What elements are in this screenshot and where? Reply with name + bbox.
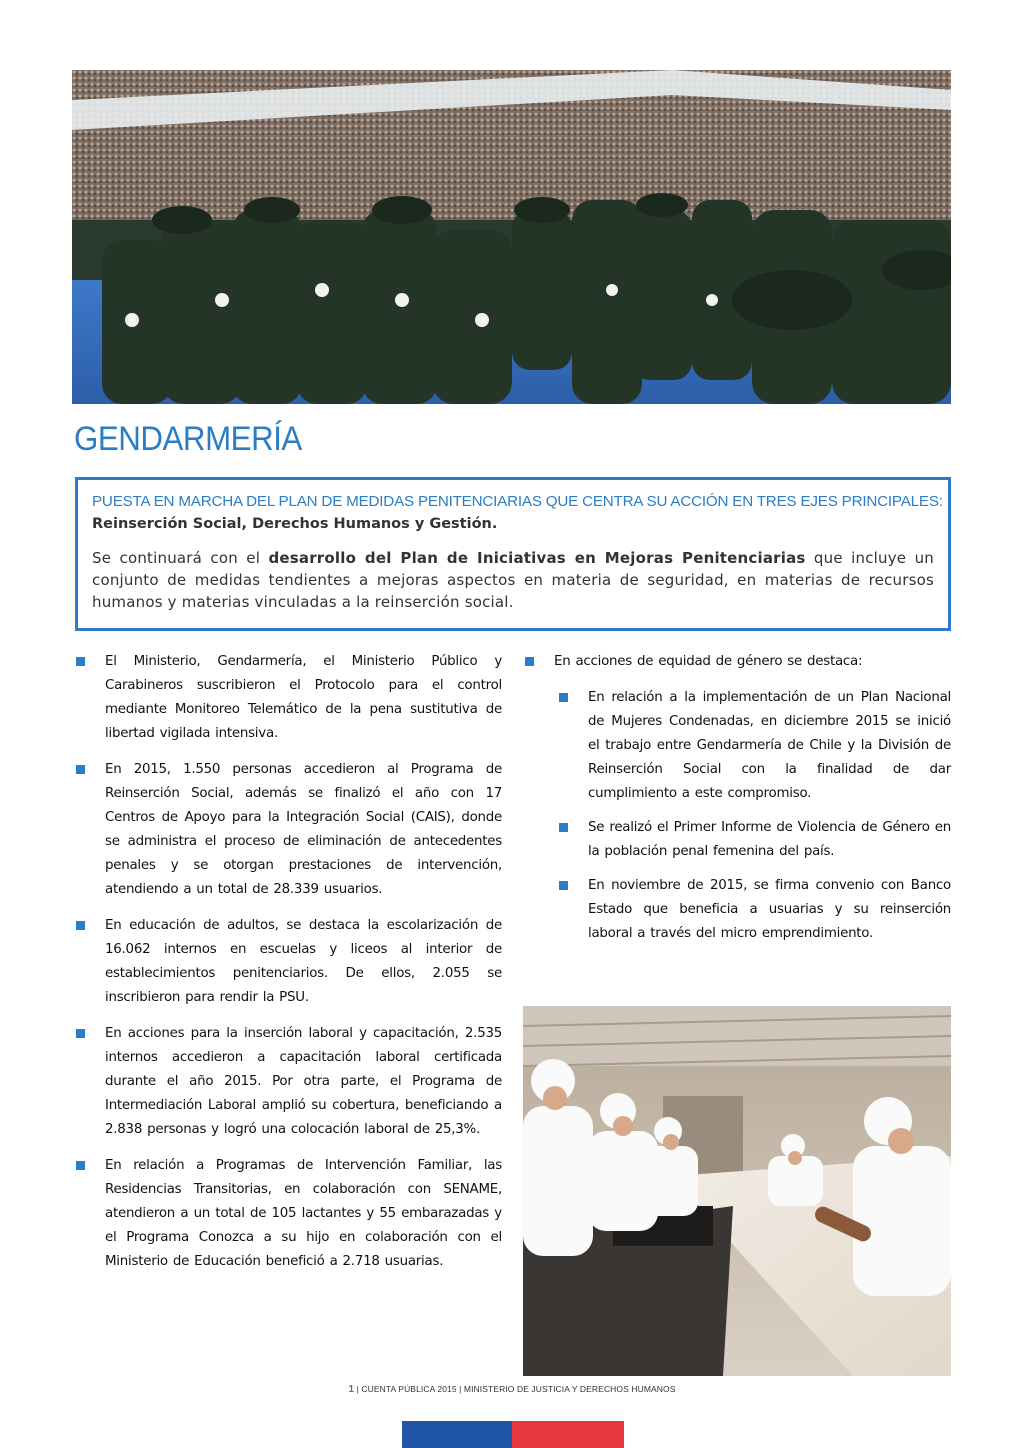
bakery-workers-photo-icon bbox=[523, 1006, 951, 1376]
bullet-square-icon bbox=[559, 823, 568, 832]
page-number: 1 bbox=[348, 1384, 355, 1395]
bullet-text: En acciones de equidad de género se destaca: bbox=[554, 654, 863, 669]
bullet-text: El Ministerio, Gendarmería, el Ministerio Público y Carabineros suscribieron el Protocolo para el control mediante Monitoreo Telemático de la pena sustitutiva de libertad vigilada intensiva. bbox=[105, 654, 502, 741]
parade-photo-icon bbox=[72, 70, 951, 404]
list-item bbox=[74, 1022, 502, 1142]
page-title: GENDARMERÍA bbox=[74, 420, 302, 458]
highlight-subheading: Reinserción Social, Derechos Humanos y Gestión. bbox=[92, 516, 498, 532]
bullet-square-icon bbox=[76, 921, 85, 930]
bullet-square-icon bbox=[559, 693, 568, 702]
list-item bbox=[523, 650, 951, 674]
footer-text: | CUENTA PÚBLICA 2015 | MINISTERIO DE JUSTICIA Y DERECHOS HUMANOS bbox=[356, 1384, 676, 1394]
list-item bbox=[74, 650, 502, 746]
bullet-text: En relación a Programas de Intervención Familiar, las Residencias Transitorias, en colaboración con SENAME, atendieron a un total de 105 lactantes y 55 embarazadas y el Programa Conozca a su hijo en colaboración con el Ministerio de Educación benefició a 2.718 usuarias. bbox=[105, 1158, 502, 1269]
highlight-body bbox=[92, 547, 934, 613]
page-footer bbox=[0, 1384, 1024, 1395]
highlight-box bbox=[75, 477, 951, 631]
list-item bbox=[74, 758, 502, 902]
bullet-square-icon bbox=[76, 1161, 85, 1170]
sub-bullet-text: En noviembre de 2015, se firma convenio con Banco Estado que beneficia a usuarias y su reinserción laboral a través del micro emprendimiento. bbox=[588, 878, 951, 941]
list-item bbox=[74, 914, 502, 1010]
highlight-heading: PUESTA EN MARCHA DEL PLAN DE MEDIDAS PENITENCIARIAS QUE CENTRA SU ACCIÓN EN TRES EJES PRINCIPALES: bbox=[92, 493, 943, 510]
sub-bullet-text: Se realizó el Primer Informe de Violencia de Género en la población penal femenina del país. bbox=[588, 820, 951, 859]
left-column bbox=[74, 650, 502, 1286]
bullet-text: En acciones para la inserción laboral y capacitación, 2.535 internos accedieron a capacitación laboral certificada durante el año 2015. Por otra parte, el Programa de Intermediación Laboral amplió su cobertura, beneficiando a 2.838 personas y logró una colocación laboral de 25,3%. bbox=[105, 1026, 502, 1137]
highlight-body-bold: desarrollo del Plan de Iniciativas en Mejoras Penitenciarias bbox=[268, 549, 806, 567]
bullet-text: En 2015, 1.550 personas accedieron al Programa de Reinserción Social, además se finalizó el año con 17 Centros de Apoyo para la Integración Social (CAIS), donde se administra el proceso de eliminación de antecedentes penales y se otorgan prestaciones de intervención, atendiendo a un total de 28.339 usuarios. bbox=[105, 762, 502, 897]
bullet-square-icon bbox=[76, 1029, 85, 1038]
highlight-body-pre: Se continuará con el bbox=[92, 549, 269, 567]
sub-list-item bbox=[557, 686, 951, 806]
right-column bbox=[523, 650, 951, 956]
sub-list-item bbox=[557, 816, 951, 864]
list-item bbox=[74, 1154, 502, 1274]
bullet-text: En educación de adultos, se destaca la escolarización de 16.062 internos en escuelas y liceos al interior de establecimientos penitenciarios. De ellos, 2.055 se inscribieron para rendir la PSU. bbox=[105, 918, 502, 1005]
bakery-photo bbox=[523, 1006, 951, 1376]
sub-list-item bbox=[557, 874, 951, 946]
bullet-square-icon bbox=[525, 657, 534, 666]
hero-photo bbox=[72, 70, 951, 404]
sub-bullet-text: En relación a la implementación de un Plan Nacional de Mujeres Condenadas, en diciembre 2015 se inició el trabajo entre Gendarmería de Chile y la División de Reinserción Social con la finalidad de dar cumplimiento a este compromiso. bbox=[588, 690, 951, 801]
highlight-body-post: que incluye un conjunto de medidas tendientes a mejoras aspectos en materia de seguridad, en materias de recursos humanos y materias vinculadas a la reinserción social. bbox=[92, 549, 934, 611]
bullet-square-icon bbox=[559, 881, 568, 890]
bullet-square-icon bbox=[76, 765, 85, 774]
flag-red-bar bbox=[512, 1421, 624, 1448]
flag-blue-bar bbox=[402, 1421, 512, 1448]
bullet-square-icon bbox=[76, 657, 85, 666]
